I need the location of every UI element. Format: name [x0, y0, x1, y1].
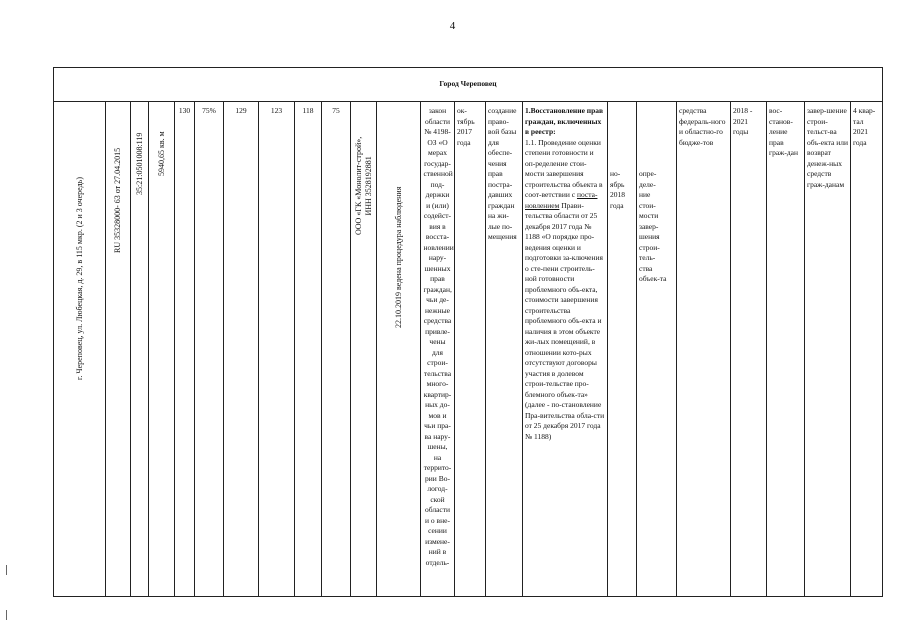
funding-cell: средства федераль-ного и областно-го бюдже-тов	[677, 102, 731, 597]
developer-name: ООО «ГК «Монолит-строй»,	[353, 136, 363, 235]
procedure: 22.10.2019 ведена процедура наблюдения	[393, 186, 403, 328]
completion-cell: завер-шение строи-тельст-ва объ-екта или возврат денеж-ных средств граж-данам	[805, 102, 851, 597]
measure-text	[525, 138, 605, 443]
measure-text-part: Прави-тельства области от 25 декабря 2017 года № 1188 «О порядке про-ведения оценки и подготовки за-ключения о сте-пени строитель-ной готовности проблемного объ-екта, стоимости завершения строительства проблемного объ-екта и наличия в этом объекте жи-лых помещений, в отношении кото-рых отсутствуют договоры участия в долевом строи-тельстве про-блемного объек-та» (далее - по-становление Пра-вительства обла-сти от 25 декабря 2017 года № 1188)	[525, 200, 605, 441]
value-cell: 130	[175, 102, 195, 597]
procedure-cell	[377, 102, 421, 597]
cadastral-number: 35:21:0501008:119	[134, 132, 144, 195]
result: опре-деле-ние стои-мости завер-шения строи-тель-ства объек-та	[639, 169, 667, 283]
value-cell: 129	[224, 102, 259, 597]
date-cell: ок-тябрь 2017 года	[455, 102, 486, 597]
developer	[354, 137, 374, 235]
measure-title: 1.Восстановление прав граждан, включенных в реестр:	[525, 106, 604, 136]
years-cell: 2018 - 2021 годы	[731, 102, 767, 597]
developer-cell	[351, 102, 377, 597]
resolution-link[interactable]: поста-новлением	[525, 190, 598, 210]
value-cell: 123	[259, 102, 295, 597]
result-cell	[637, 102, 677, 597]
law-text: закон области № 4198-ОЗ «О мерах государ-ственной под-держки и (или) содейст-вия в восста-новлении нару-шенных прав граждан, чьи де-нежные средства привле-чены для строи-тельства много-квартир-ных до-мов и чьи пра-ва нару-шены, на террито-рии Во-логод-ской области и о вне-сении измене-ний в отдель-	[423, 106, 454, 567]
scan-edge-mark	[6, 610, 7, 620]
value-cell: 118	[295, 102, 322, 597]
date-cell	[608, 102, 637, 597]
section-title: Город Череповец	[54, 68, 883, 102]
percent-cell: 75%	[195, 102, 224, 597]
register-table	[53, 67, 883, 597]
purpose-cell: создание право-вой базы для обеспе-чения прав постра-давших граждан на жи-лые по-мещения	[486, 102, 523, 597]
page-number: 4	[449, 20, 456, 32]
law-cell	[421, 102, 455, 597]
measure-text-part: 1.1. Проведение оценки степени готовности и оп-ределение стои-мости завершения строительства объекта в соот-ветствии с	[525, 137, 603, 199]
address-cell	[54, 102, 106, 597]
date2: но-ябрь 2018 года	[610, 169, 625, 210]
permit: RU 35328000- 63 от 27.04.2015	[113, 147, 122, 253]
deadline-cell: 4 квар-тал 2021 года	[851, 102, 883, 597]
restore-cell: вос-станов-ление прав граж-дан	[767, 102, 805, 597]
permit-cell	[106, 102, 131, 597]
area: 5940,65 кв. м	[156, 131, 166, 176]
area-cell	[149, 102, 175, 597]
scan-edge-mark	[6, 565, 7, 575]
cadastral-cell	[131, 102, 149, 597]
developer-inn: ИНН 3528192881	[363, 156, 373, 216]
address: г. Череповец, ул. Любецкая, д. 29, в 115 мкр. (2 и 3 очередь)	[74, 177, 84, 380]
value-cell: 75	[322, 102, 351, 597]
measure-cell	[523, 102, 608, 597]
